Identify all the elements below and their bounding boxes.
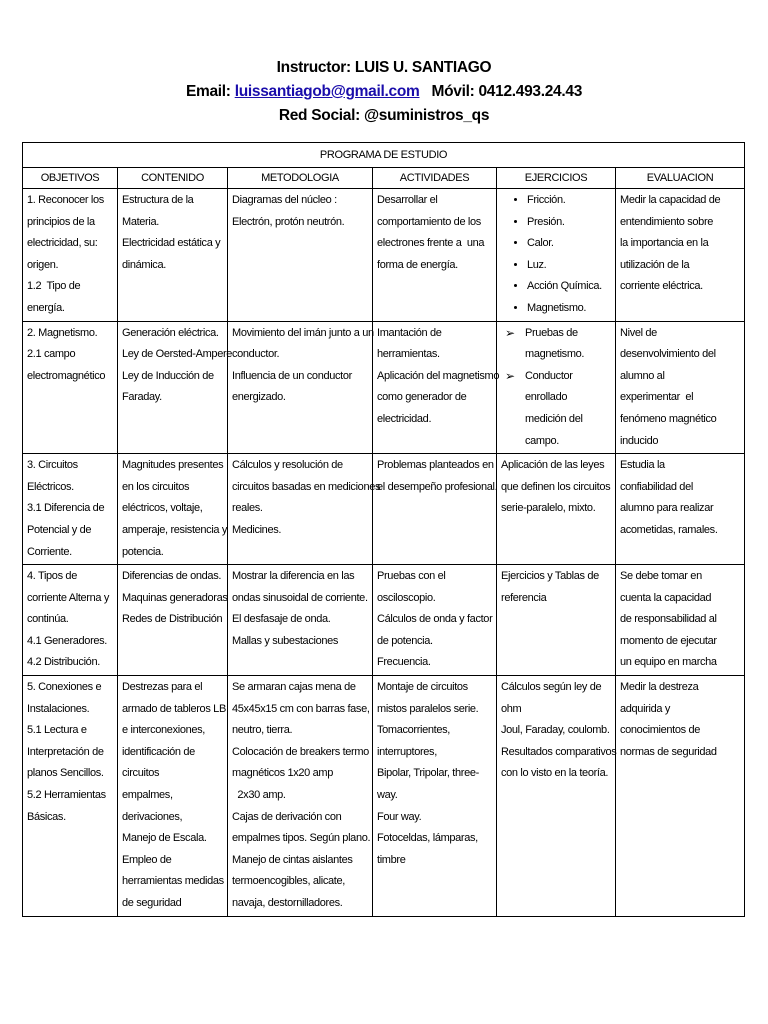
- cell-line: la importancia en la: [620, 237, 709, 250]
- cell-actividades: [373, 565, 497, 676]
- cell-line: conductor.: [232, 348, 280, 361]
- cell-line: inducido: [620, 434, 659, 447]
- cell-line: principios de la: [27, 215, 95, 228]
- cell-actividades: [373, 454, 497, 565]
- arrow-bullet-icon: ➢: [505, 325, 515, 340]
- cell-line: Pruebas con el: [377, 570, 446, 583]
- cell-line: un equipo en marcha: [620, 656, 717, 669]
- study-program-table-wrap: [22, 142, 744, 917]
- cell-line: Electrón, protón neutrón.: [232, 215, 345, 228]
- cell-line: Movimiento del imán junto a un: [232, 326, 374, 339]
- column-header-evaluacion: EVALUACION: [616, 168, 745, 189]
- cell-line: 2. Magnetismo.: [27, 326, 98, 339]
- cell-evaluacion: [616, 565, 745, 676]
- cell-line: 5. Conexiones e: [27, 681, 102, 694]
- cell-line: electrones frente a una: [377, 237, 485, 250]
- cell-line: timbre: [377, 853, 406, 866]
- cell-line: Cálculos según ley de: [501, 681, 602, 694]
- cell-line: Resultados comparativos: [501, 745, 617, 758]
- cell-line: navaja, destornilladores.: [232, 897, 343, 909]
- table-body: [23, 189, 745, 917]
- cell-line: circuitos basadas en mediciones: [232, 480, 381, 493]
- cell-contenido: [118, 676, 228, 917]
- bullet-item: • Acción Química.: [527, 276, 611, 298]
- cell-contenido: [118, 321, 233, 454]
- cell-line: corriente Alterna y: [27, 591, 110, 604]
- cell-evaluacion: [616, 189, 745, 322]
- cell-line: Ley de Inducción de: [122, 369, 214, 382]
- cell-line: Diferencias de ondas.: [122, 570, 222, 583]
- cell-objetivos: [23, 565, 118, 676]
- cell-line: Problemas planteados en: [377, 459, 494, 472]
- arrow-bullet-icon: ➢: [505, 368, 515, 383]
- cell-line: momento de ejecutar: [620, 634, 717, 647]
- cell-line: magnetismo.: [525, 348, 585, 361]
- cell-line: Medicines.: [232, 523, 282, 536]
- cell-line: Ley de Oersted-Ampere: [122, 348, 233, 361]
- cell-line: Imantación de: [377, 326, 442, 339]
- cell-line: amperaje, resistencia y: [122, 523, 228, 536]
- header-row: [23, 168, 745, 189]
- cell-line: comportamiento de los: [377, 215, 481, 228]
- cell-line: magnéticos 1x20 amp: [232, 767, 333, 780]
- cell-contenido: [118, 565, 228, 676]
- cell-line: Cajas de derivación con: [232, 810, 342, 823]
- column-header-metodologia: METODOLOGIA: [228, 168, 373, 189]
- cell-line: confiabilidad del: [620, 480, 693, 493]
- cell-line: 3.1 Diferencia de: [27, 502, 105, 515]
- cell-line: El desfasaje de onda.: [232, 613, 331, 626]
- cell-line: fenómeno magnético: [620, 412, 717, 425]
- cell-line: termoencogibles, alicate,: [232, 875, 345, 888]
- cell-line: Interpretación de: [27, 745, 104, 758]
- bullet-item: • Luz.: [527, 255, 611, 277]
- contact-line: [0, 80, 768, 104]
- cell-line: planos Sencillos.: [27, 767, 104, 780]
- cell-line: Bipolar, Tripolar, three-: [377, 767, 479, 780]
- cell-line: Estructura de la: [122, 194, 194, 206]
- cell-ejercicios: [497, 676, 616, 917]
- cell-line: 2.1 campo: [27, 348, 76, 361]
- cell-line: osciloscopio.: [377, 591, 436, 604]
- cell-objetivos: [23, 189, 118, 322]
- arrow-list: [501, 323, 611, 453]
- cell-line: 4.1 Generadores.: [27, 634, 108, 647]
- cell-line: alumno para realizar: [620, 502, 714, 515]
- cell-line: electromagnético: [27, 369, 106, 382]
- cell-line: acometidas, ramales.: [620, 523, 718, 536]
- cell-line: ohm: [501, 702, 522, 715]
- cell-line: interruptores,: [377, 745, 437, 758]
- cell-line: Electricidad estática y: [122, 237, 221, 250]
- cell-line: empalmes,: [122, 789, 173, 802]
- arrow-item: [505, 323, 611, 366]
- cell-line: enrollado: [525, 391, 568, 404]
- bullet-list: [501, 190, 611, 320]
- cell-line: 45x45x15 cm con barras fase,: [232, 702, 370, 715]
- cell-line: Montaje de circuitos: [377, 681, 468, 694]
- cell-line: Básicas.: [27, 810, 66, 823]
- cell-line: 2x30 amp.: [232, 789, 286, 802]
- cell-line: el desempeño profesional.: [377, 480, 498, 493]
- arrow-item: [505, 366, 611, 452]
- cell-line: armado de tableros LB: [122, 702, 226, 715]
- cell-ejercicios: [497, 454, 616, 565]
- cell-line: continúa.: [27, 613, 69, 626]
- cell-line: way.: [377, 789, 398, 802]
- cell-line: Tomacorrientes,: [377, 724, 451, 737]
- email-link[interactable]: luissantiagob@gmail.com: [234, 83, 420, 100]
- cell-line: Joul, Faraday, coulomb.: [501, 724, 610, 737]
- cell-actividades: [373, 189, 497, 322]
- cell-ejercicios: [497, 565, 616, 676]
- cell-line: conocimientos de: [620, 724, 701, 737]
- cell-line: Destrezas para el: [122, 681, 203, 694]
- cell-line: eléctricos, voltaje,: [122, 502, 203, 515]
- cell-line: Generación eléctrica.: [122, 326, 219, 339]
- cell-line: que definen los circuitos: [501, 480, 611, 493]
- cell-line: 1. Reconocer los: [27, 194, 104, 206]
- bullet-item: • Calor.: [527, 233, 611, 255]
- cell-objetivos: [23, 676, 118, 917]
- table-title: PROGRAMA DE ESTUDIO: [23, 143, 745, 168]
- cell-line: empalmes tipos. Según plano.: [232, 832, 371, 845]
- cell-ejercicios: [497, 189, 616, 322]
- cell-line: electricidad.: [377, 412, 432, 425]
- cell-line: Se debe tomar en: [620, 570, 702, 583]
- cell-line: de potencia.: [377, 634, 433, 647]
- study-program-table: [22, 142, 745, 917]
- cell-line: Se armaran cajas mena de: [232, 681, 356, 694]
- cell-line: Medir la destreza: [620, 681, 699, 694]
- document-header: [0, 0, 768, 128]
- cell-evaluacion: [616, 676, 745, 917]
- cell-ejercicios: [497, 321, 616, 454]
- cell-line: Magnitudes presentes: [122, 459, 224, 472]
- phone-text: Móvil: 0412.493.24.43: [431, 83, 583, 100]
- column-header-ejercicios: EJERCICIOS: [497, 168, 616, 189]
- cell-line: cuenta la capacidad: [620, 591, 712, 604]
- cell-line: alumno al: [620, 369, 665, 382]
- cell-line: origen.: [27, 258, 59, 271]
- cell-line: e interconexiones,: [122, 724, 205, 737]
- cell-evaluacion: [616, 454, 745, 565]
- cell-metodologia: [228, 321, 373, 454]
- cell-line: Four way.: [377, 810, 422, 823]
- bullet-item: • Fricción.: [527, 190, 611, 212]
- cell-line: Faraday.: [122, 391, 162, 404]
- column-header-actividades: ACTIVIDADES: [373, 168, 497, 189]
- cell-line: Manejo de Escala.: [122, 832, 207, 845]
- cell-line: 4. Tipos de: [27, 570, 77, 583]
- cell-evaluacion: [616, 321, 745, 454]
- bullet-item: • Presión.: [527, 212, 611, 234]
- cell-line: Mallas y subestaciones: [232, 634, 339, 647]
- cell-line: Empleo de: [122, 853, 172, 866]
- cell-line: identificación de: [122, 745, 195, 758]
- cell-metodologia: [228, 454, 381, 565]
- cell-contenido: [118, 189, 228, 322]
- cell-line: derivaciones,: [122, 810, 183, 823]
- table-row: [23, 189, 745, 322]
- cell-line: Maquinas generadoras: [122, 591, 228, 604]
- social-line: Red Social: @suministros_qs: [278, 107, 490, 124]
- cell-line: Aplicación del magnetismo: [377, 369, 500, 382]
- cell-line: Aplicación de las leyes: [501, 459, 605, 472]
- column-header-contenido: CONTENIDO: [118, 168, 228, 189]
- cell-line: Mostrar la diferencia en las: [232, 570, 355, 583]
- cell-line: experimentar el: [620, 391, 694, 404]
- cell-line: 5.2 Herramientas: [27, 789, 106, 802]
- cell-line: adquirida y: [620, 702, 670, 715]
- table-row: [23, 565, 745, 676]
- cell-objetivos: [23, 454, 118, 565]
- cell-objetivos: [23, 321, 118, 454]
- cell-line: Cálculos de onda y factor: [377, 613, 493, 626]
- cell-line: Frecuencia.: [377, 656, 431, 669]
- cell-metodologia: [228, 676, 373, 917]
- cell-line: electricidad, su:: [27, 237, 98, 250]
- cell-line: dinámica.: [122, 258, 166, 271]
- bullet-item: • Magnetismo.: [527, 298, 611, 320]
- cell-line: neutro, tierra.: [232, 724, 293, 737]
- cell-metodologia: [228, 565, 373, 676]
- cell-line: ondas sinusoidal de corriente.: [232, 591, 368, 604]
- cell-line: 4.2 Distribución.: [27, 656, 100, 669]
- cell-line: de responsabilidad al: [620, 613, 717, 626]
- cell-line: Corriente.: [27, 545, 72, 558]
- cell-line: corriente eléctrica.: [620, 280, 703, 293]
- cell-line: en los circuitos: [122, 480, 190, 493]
- cell-line: herramientas.: [377, 348, 440, 361]
- cell-line: Ejercicios y Tablas de: [501, 570, 599, 583]
- cell-line: Manejo de cintas aislantes: [232, 853, 353, 866]
- cell-line: utilización de la: [620, 258, 690, 271]
- cell-line: 1.2 Tipo de: [27, 280, 81, 293]
- cell-contenido: [118, 454, 228, 565]
- cell-line: Redes de Distribución: [122, 613, 223, 626]
- cell-line: reales.: [232, 502, 263, 515]
- cell-line: Cálculos y resolución de: [232, 459, 343, 472]
- cell-actividades: [373, 676, 497, 917]
- cell-line: referencia: [501, 591, 547, 604]
- cell-line: desenvolvimiento del: [620, 348, 716, 361]
- cell-line: Estudia la: [620, 459, 665, 472]
- cell-line: Potencial y de: [27, 523, 92, 536]
- cell-actividades: [373, 321, 500, 454]
- cell-line: 5.1 Lectura e: [27, 724, 87, 737]
- cell-line: serie-paralelo, mixto.: [501, 502, 596, 515]
- cell-line: Medir la capacidad de: [620, 194, 721, 206]
- cell-line: potencia.: [122, 545, 164, 558]
- cell-line: herramientas medidas: [122, 875, 224, 888]
- cell-metodologia: [228, 189, 373, 322]
- cell-line: circuitos: [122, 767, 160, 780]
- cell-line: Nivel de: [620, 326, 657, 339]
- cell-line: energía.: [27, 301, 65, 314]
- cell-line: normas de seguridad: [620, 745, 717, 758]
- email-label: Email:: [185, 83, 231, 100]
- cell-line: Materia.: [122, 215, 159, 228]
- cell-line: campo.: [525, 434, 559, 447]
- cell-line: medición del: [525, 412, 583, 425]
- table-row: [23, 454, 745, 565]
- table-row: [23, 676, 745, 917]
- cell-line: forma de energía.: [377, 258, 458, 271]
- cell-line: mistos paralelos serie.: [377, 702, 479, 715]
- instructor-line: Instructor: LUIS U. SANTIAGO: [276, 59, 492, 76]
- cell-line: 3. Circuitos: [27, 459, 78, 472]
- cell-line: Colocación de breakers termo: [232, 745, 369, 758]
- cell-line: Pruebas de: [525, 326, 578, 339]
- cell-line: con lo visto en la teoría.: [501, 767, 609, 780]
- cell-line: como generador de: [377, 391, 467, 404]
- cell-line: entendimiento sobre: [620, 215, 714, 228]
- cell-line: Instalaciones.: [27, 702, 90, 715]
- cell-line: Eléctricos.: [27, 480, 74, 493]
- cell-line: Conductor: [525, 369, 573, 382]
- cell-line: Desarrollar el: [377, 194, 438, 206]
- cell-line: de seguridad: [122, 897, 182, 909]
- cell-line: energizado.: [232, 391, 286, 404]
- cell-line: Influencia de un conductor: [232, 369, 352, 382]
- column-header-objetivos: OBJETIVOS: [23, 168, 118, 189]
- cell-line: Diagramas del núcleo :: [232, 194, 337, 206]
- table-row: [23, 321, 745, 454]
- cell-line: Fotoceldas, lámparas,: [377, 832, 478, 845]
